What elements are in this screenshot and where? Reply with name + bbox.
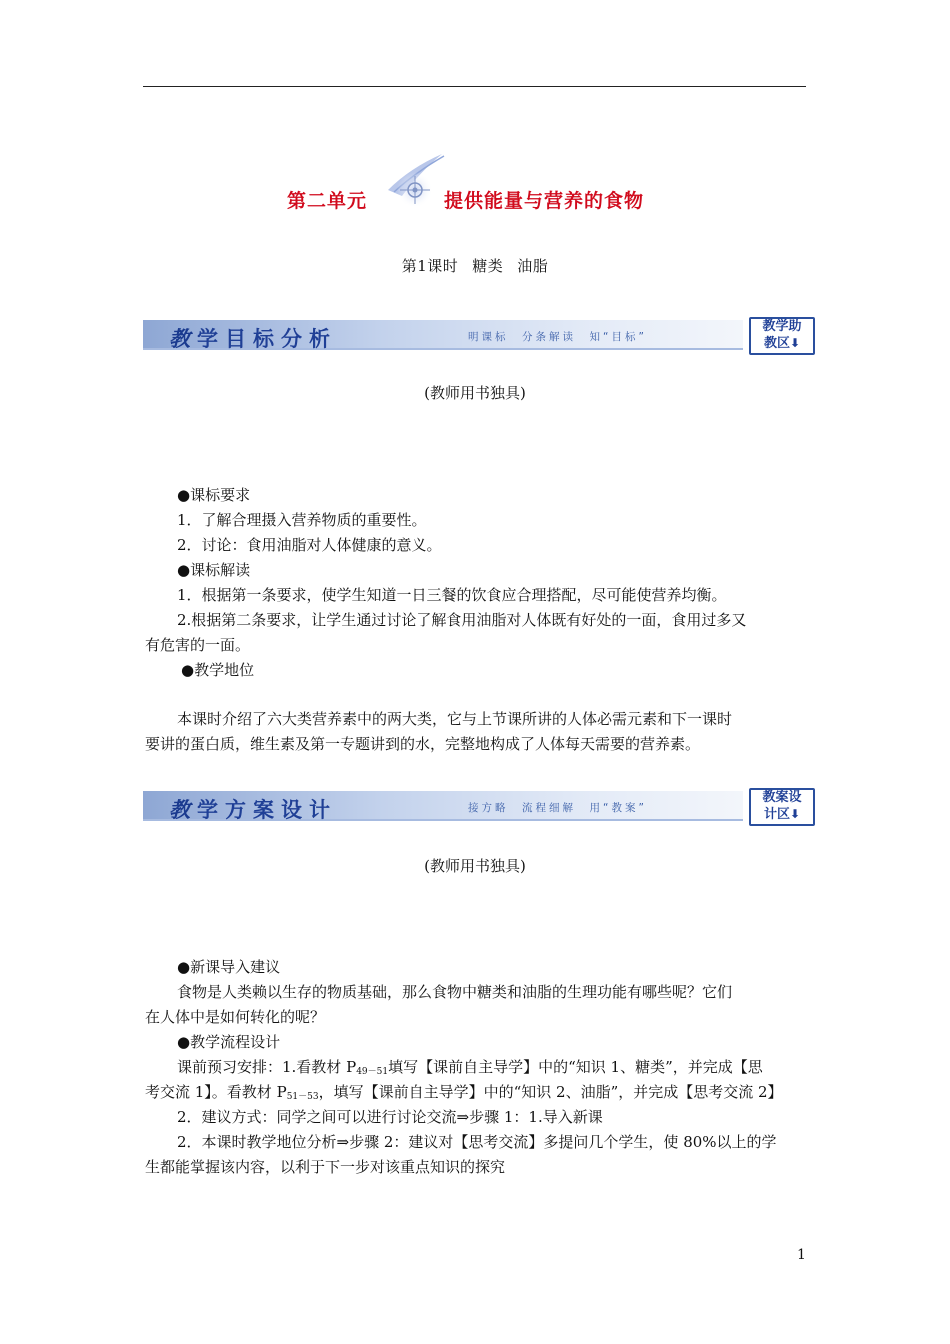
interpretation-1: 1．根据第一条要求，使学生知道一日三餐的饮食应合理搭配，尽可能使营养均衡。 xyxy=(177,586,727,604)
interpretation-2-cont: 有危害的一面。 xyxy=(145,636,251,654)
header-rule xyxy=(143,86,806,87)
intro-text-cont: 在人体中是如何转化的呢？ xyxy=(145,1008,326,1026)
heading-curriculum-requirements: ●课标要求 xyxy=(177,486,251,504)
preview-arrangement: 课前预习安排：1.看教材 $P_{49-51}$填写【课前自主导学】中的“知识 1、糖类”，并完成【思 xyxy=(177,1058,763,1077)
lesson-topic-1: 糖类 xyxy=(472,257,504,275)
page-number: 1 xyxy=(797,1247,806,1263)
section-banner-lesson-plan xyxy=(143,788,815,824)
suggested-method: 2．建议方式：同学之间可以进行讨论交流⇒步骤 1：1.导入新课 xyxy=(177,1108,603,1126)
teaching-status-text-cont: 要讲的蛋白质，维生素及第一专题讲到的水，完整地构成了人体每天需要的营养素。 xyxy=(145,735,701,753)
interpretation-2: 2.根据第二条要求，让学生通过讨论了解食用油脂对人体既有好处的一面，食用过多又 xyxy=(177,611,747,629)
teacher-only-note: (教师用书独具) xyxy=(424,857,526,875)
banner-slogan: 明课标 分条解读 知“目标” xyxy=(468,331,647,343)
down-arrow-icon: ⬇ xyxy=(789,336,801,350)
crosshair-emblem-icon xyxy=(380,150,450,214)
teaching-status-text: 本课时介绍了六大类营养素中的两大类，它与上节课所讲的人体必需元素和下一课时 xyxy=(177,710,733,728)
heading-teaching-status: ●教学地位 xyxy=(181,661,255,679)
teacher-only-note: (教师用书独具) xyxy=(424,384,526,402)
section-banner-objectives xyxy=(143,317,815,353)
banner-heading: 教学方案设计 xyxy=(169,797,337,822)
requirement-1: 1．了解合理摄入营养物质的重要性。 xyxy=(177,511,427,529)
unit-label: 第二单元 xyxy=(287,190,368,212)
banner-slogan: 接方略 流程细解 用“教案” xyxy=(468,802,647,814)
teaching-aid-badge: 教学助 教区⬇ xyxy=(749,317,815,355)
intro-text: 食物是人类赖以生存的物质基础，那么食物中糖类和油脂的生理功能有哪些呢？它们 xyxy=(177,983,733,1001)
banner-heading: 教学目标分析 xyxy=(169,326,337,351)
down-arrow-icon: ⬇ xyxy=(789,807,801,821)
preview-arrangement-cont: 考交流 1】。看教材 $P_{51-53}$，填写【课前自主导学】中的“知识 2、油脂”，并完成【思考交流 2】 xyxy=(145,1083,783,1102)
lesson-topic-2: 油脂 xyxy=(517,257,549,275)
heading-intro-suggestions: ●新课导入建议 xyxy=(177,958,281,976)
heading-curriculum-interpretation: ●课标解读 xyxy=(177,561,251,579)
unit-title xyxy=(0,150,950,230)
unit-topic: 提供能量与营养的食物 xyxy=(444,190,645,212)
requirement-2: 2．讨论：食用油脂对人体健康的意义。 xyxy=(177,536,442,554)
status-analysis-cont: 生都能掌握该内容，以利于下一步对该重点知识的探究 xyxy=(145,1158,506,1176)
status-analysis: 2．本课时教学地位分析⇒步骤 2：建议对【思考交流】多提问几个学生，使 80%以上的学 xyxy=(177,1133,777,1151)
heading-teaching-flow: ●教学流程设计 xyxy=(177,1033,281,1051)
lesson-plan-badge: 教案设 计区⬇ xyxy=(749,788,815,826)
lesson-subtitle xyxy=(0,255,950,276)
lesson-number: 第1课时 xyxy=(401,257,459,275)
